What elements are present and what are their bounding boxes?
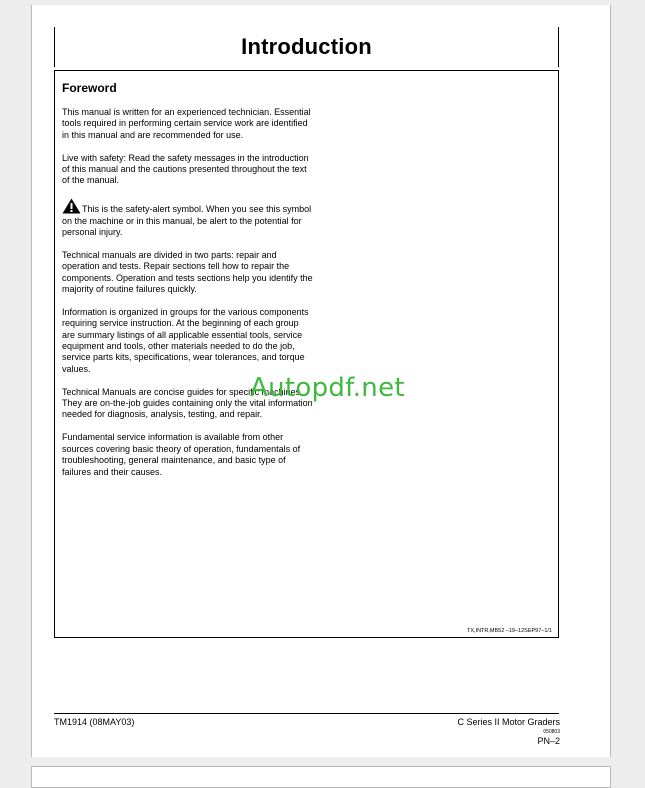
product-name: C Series II Motor Graders: [457, 717, 560, 727]
watermark: Autopdf.net: [250, 373, 405, 403]
safety-paragraph: [62, 198, 314, 238]
paragraph: Information is organized in groups for the various components requiring service instruction. At the beginning of each group are summary listings of all applicable essential tools, service equipment and tools, other materials needed to do the job, service parts kits, specifications, wear tolerances, and torque values.: [62, 306, 309, 374]
paragraph: Fundamental service information is available from other sources covering basic theory of operation, fundamentals of troubleshooting, general maintenance, and basic type of failures and their causes.: [62, 432, 301, 477]
manual-id: TM1914 (08MAY03): [54, 717, 135, 727]
warning-triangle-icon: [62, 198, 81, 214]
footer-rule: [54, 713, 559, 714]
paragraph: Technical Manuals are concise guides for specific machines. They are on-the-job guides containing only the vital information needed for diagnosis, analysis, testing, and repair.: [62, 386, 313, 420]
section-body: [62, 107, 314, 489]
next-page-edge: [31, 766, 611, 788]
paragraph: Live with safety: Read the safety messages in the introduction of this manual and the cautions presented throughout the text of the manual.: [62, 152, 309, 186]
paragraph-text: This is the safety-alert symbol. When you see this symbol on the machine or in this manual, be alert to the potential for personal injury.: [62, 204, 312, 238]
paragraph: Technical manuals are divided in two parts: repair and operation and tests. Repair sections tell how to repair the components. Operation and tests sections help you identify the majority of routine failures quickly.: [62, 249, 313, 295]
page-title: Introduction: [241, 34, 372, 59]
section-heading: Foreword: [62, 81, 117, 95]
page-number: PN–2: [537, 736, 560, 746]
reference-code: TX,INTR,MB52 –19–12SEP97–1/1: [467, 628, 552, 634]
paragraph: This manual is written for an experienced technician. Essential tools required in performing certain service work are identified in this manual and are recommended for use.: [62, 107, 311, 140]
manual-page: [31, 5, 611, 757]
date-code: 050803: [543, 729, 560, 735]
content-frame: [54, 70, 559, 638]
